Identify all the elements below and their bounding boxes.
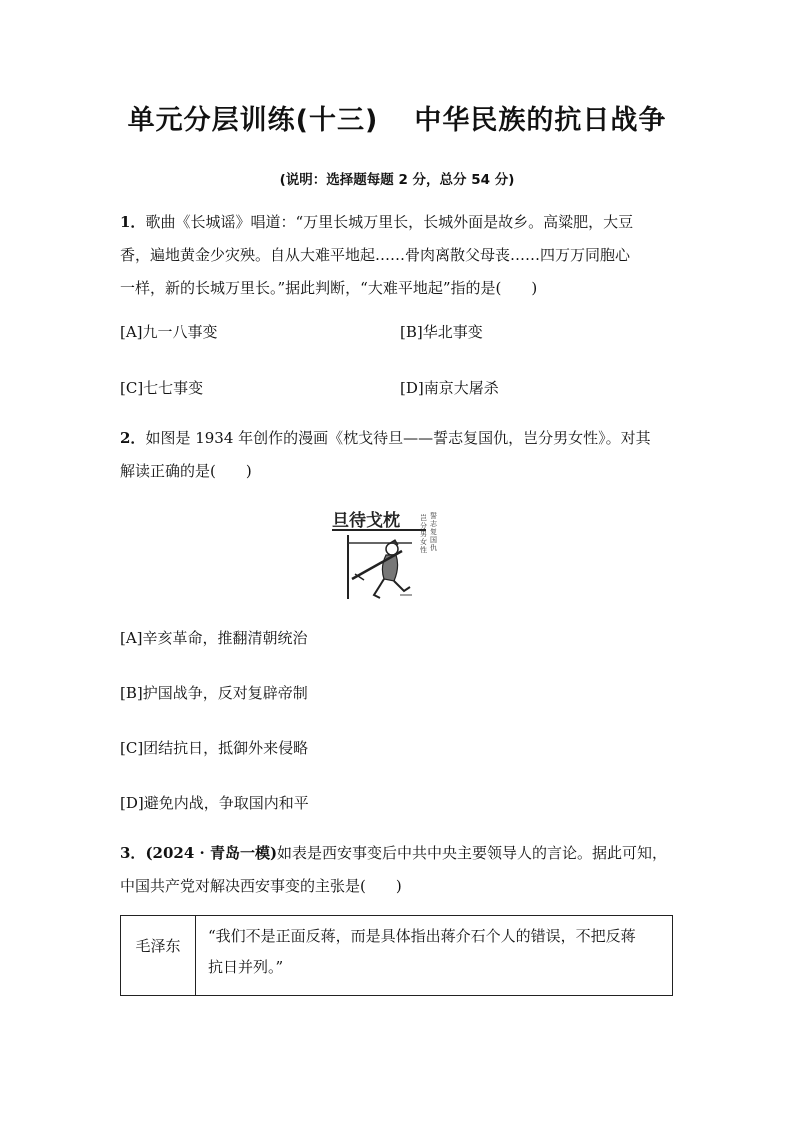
- quote-line-2: 抗日并列。”: [208, 958, 284, 976]
- page-title: [0, 98, 794, 137]
- quote-table: [120, 915, 673, 996]
- question-3: [120, 837, 695, 903]
- cartoon-banner-text: 旦待戈枕: [332, 511, 400, 531]
- cartoon-side-text: 誓志复国仇 岂分男女性: [420, 512, 437, 554]
- q2-option-d[interactable]: [D]避免内战，争取国内和平: [120, 794, 309, 812]
- cartoon-figure: [330, 503, 442, 603]
- q1-option-d[interactable]: [D]南京大屠杀: [400, 379, 499, 397]
- title-left: 单元分层训练(十三): [127, 105, 379, 136]
- question-1-line-3: 一样，新的长城万里长。”据此判断，“大难平地起”指的是( ): [120, 279, 538, 297]
- question-2-line-2: 解读正确的是( ): [120, 462, 252, 480]
- score-note: (说明：选择题每题 2 分，总分 54 分): [279, 172, 515, 188]
- question-3-source: (2024 · 青岛一模): [145, 844, 278, 862]
- question-1-number: 1．: [120, 213, 146, 231]
- q1-option-c[interactable]: [C]七七事变: [120, 379, 204, 397]
- cartoon-drawing: [330, 503, 442, 603]
- question-2-line-1: 2．如图是 1934 年创作的漫画《枕戈待旦——誓志复国仇，岂分男女性》。对其: [120, 429, 651, 447]
- question-3-line-1: 3．(2024 · 青岛一模)如表是西安事变后中共中央主要领导人的言论。据此可知，: [120, 844, 668, 862]
- speaker-name: 毛泽东: [121, 916, 196, 996]
- q2-option-c[interactable]: [C]团结抗日，抵御外来侵略: [120, 739, 309, 757]
- question-1-line-1: 1．歌曲《长城谣》唱道：“万里长城万里长，长城外面是故乡。高粱肥，大豆: [120, 213, 634, 231]
- speaker-quote: [196, 916, 673, 996]
- q1-option-a[interactable]: [A]九一八事变: [120, 323, 218, 341]
- q2-option-b[interactable]: [B]护国战争，反对复辟帝制: [120, 684, 308, 702]
- question-2-number: 2．: [120, 429, 146, 447]
- question-3-line-2: 中国共产党对解决西安事变的主张是( ): [120, 877, 402, 895]
- quote-line-1: “我们不是正面反蒋，而是具体指出蒋介石个人的错误，不把反蒋: [208, 927, 636, 945]
- question-1-line-2: 香，遍地黄金少灾殃。自从大难平地起……骨肉离散父母丧……四万万同胞心: [120, 246, 631, 264]
- question-1: [120, 206, 680, 305]
- q2-option-a[interactable]: [A]辛亥革命，推翻清朝统治: [120, 629, 308, 647]
- table-row: [121, 916, 673, 996]
- question-2: [120, 422, 680, 488]
- question-3-number: 3．: [120, 844, 146, 862]
- title-right: 中华民族的抗日战争: [414, 105, 667, 136]
- q1-option-b[interactable]: [B]华北事变: [400, 323, 483, 341]
